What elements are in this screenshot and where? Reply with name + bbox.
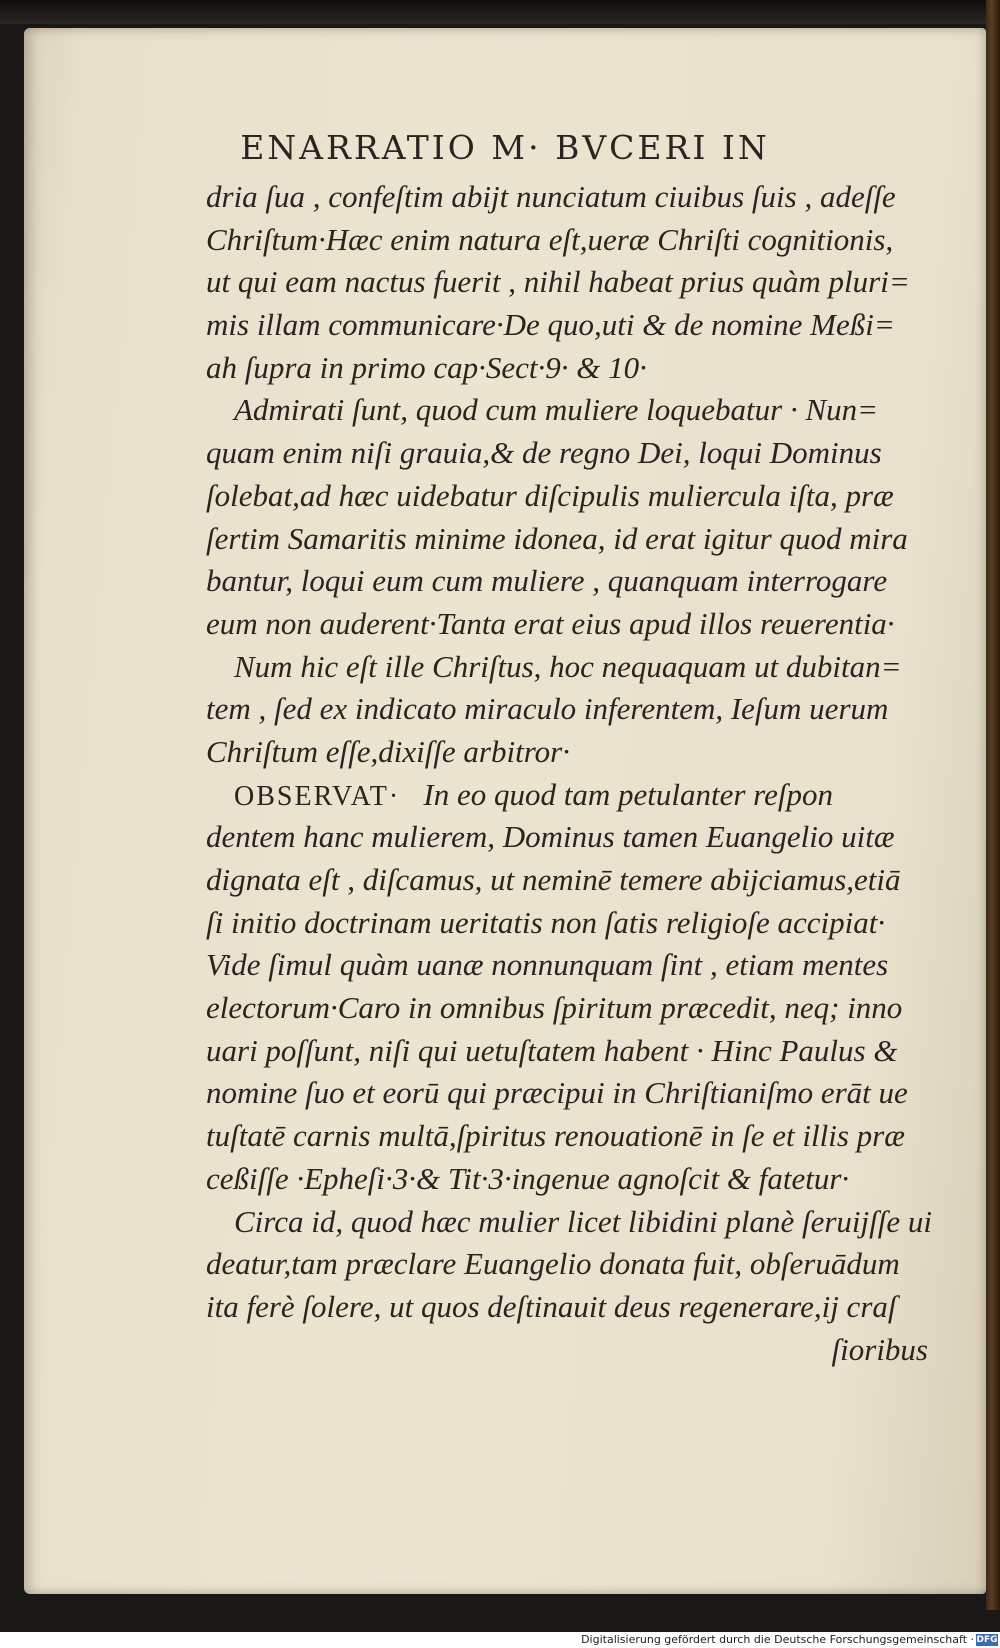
text-line: Chriſtum·Hæc enim natura eſt,ueræ Chriſti cognitionis, xyxy=(206,221,894,257)
text-line: ita ferè ſolere, ut quos deſtinauit deus regenerare,ij craſ xyxy=(206,1288,897,1324)
text-line: nomine ſuo et eorū qui præcipui in Chriſtianiſmo erāt ue xyxy=(206,1075,908,1111)
running-head: ENARRATIO M· BVCERI IN xyxy=(240,128,770,167)
text-line: eum non auderent·Tanta erat eius apud illos reuerentia· xyxy=(206,605,895,641)
text-line: ſi initio doctrinam ueritatis non ſatis religioſe accipiat· xyxy=(206,904,886,940)
observat-heading: OBSERVAT· xyxy=(234,780,401,812)
catchword: ſioribus xyxy=(831,1331,928,1367)
text-line: uari poſſunt, niſi qui uetuſtatem habent · Hinc Paulus & xyxy=(206,1032,898,1068)
book-edge-top xyxy=(0,0,1000,24)
text-line: ſertim Samaritis minime idonea, id erat igitur quod mira xyxy=(206,520,908,556)
text-line: deatur,tam præclare Euangelio donata fuit, obſeruādum xyxy=(206,1246,900,1282)
text-line: tuſtatē carnis multā,ſpiritus renouationē in ſe et illis præ xyxy=(206,1118,905,1154)
book-page xyxy=(24,28,986,1594)
text-line: ceßiſſe ·Epheſi·3·& Tit·3·ingenue agnoſcit & fatetur· xyxy=(206,1160,850,1196)
footer-bar xyxy=(0,1632,1000,1648)
book-edge-right xyxy=(986,0,1000,1610)
text-line: ut qui eam nactus fuerit , nihil habeat prius quàm pluri= xyxy=(206,264,910,300)
text-line: dria ſua , confeſtim abijt nunciatum ciuibus ſuis , adeſſe xyxy=(206,179,896,214)
text-line: ah ſupra in primo cap·Sect·9· & 10· xyxy=(206,349,647,385)
dfg-logo: DFG xyxy=(976,1635,998,1645)
text-line-continuation: In eo quod tam petulanter reſpon xyxy=(423,776,833,812)
text-line: Circa id, quod hæc mulier licet libidini planè ſeruijſſe ui xyxy=(234,1203,932,1239)
text-line: bantur, loqui eum cum muliere , quanquam interrogare xyxy=(206,563,888,599)
text-line: Admirati ſunt, quod cum muliere loquebatur · Nun= xyxy=(234,392,879,428)
text-line: ſolebat,ad hæc uidebatur diſcipulis muliercula iſta, præ xyxy=(206,477,894,513)
page-text xyxy=(206,176,946,1371)
text-line: Chriſtum eſſe,dixiſſe arbitror· xyxy=(206,733,570,769)
text-line: dignata eſt , diſcamus, ut neminē temere abijciamus,etiā xyxy=(206,862,901,897)
text-line: mis illam communicare·De quo,uti & de nomine Meßi= xyxy=(206,307,895,343)
text-line: dentem hanc mulierem, Dominus tamen Euangelio uitæ xyxy=(206,819,895,855)
text-line: Num hic eſt ille Chriſtus, hoc nequaquam ut dubitan= xyxy=(234,648,902,684)
text-line xyxy=(206,774,946,817)
text-line: tem , ſed ex indicato miraculo inferentem, Ieſum uerum xyxy=(206,691,889,727)
text-line: quam enim niſi grauia,& de regno Dei, loqui Dominus xyxy=(206,435,882,471)
text-line: electorum·Caro in omnibus ſpiritum præcedit, neq; inno xyxy=(206,990,903,1026)
funding-credit: Digitalisierung gefördert durch die Deutsche Forschungsgemeinschaft · xyxy=(581,1633,974,1646)
text-line: Vide ſimul quàm uanæ nonnunquam ſint , etiam mentes xyxy=(206,947,889,983)
